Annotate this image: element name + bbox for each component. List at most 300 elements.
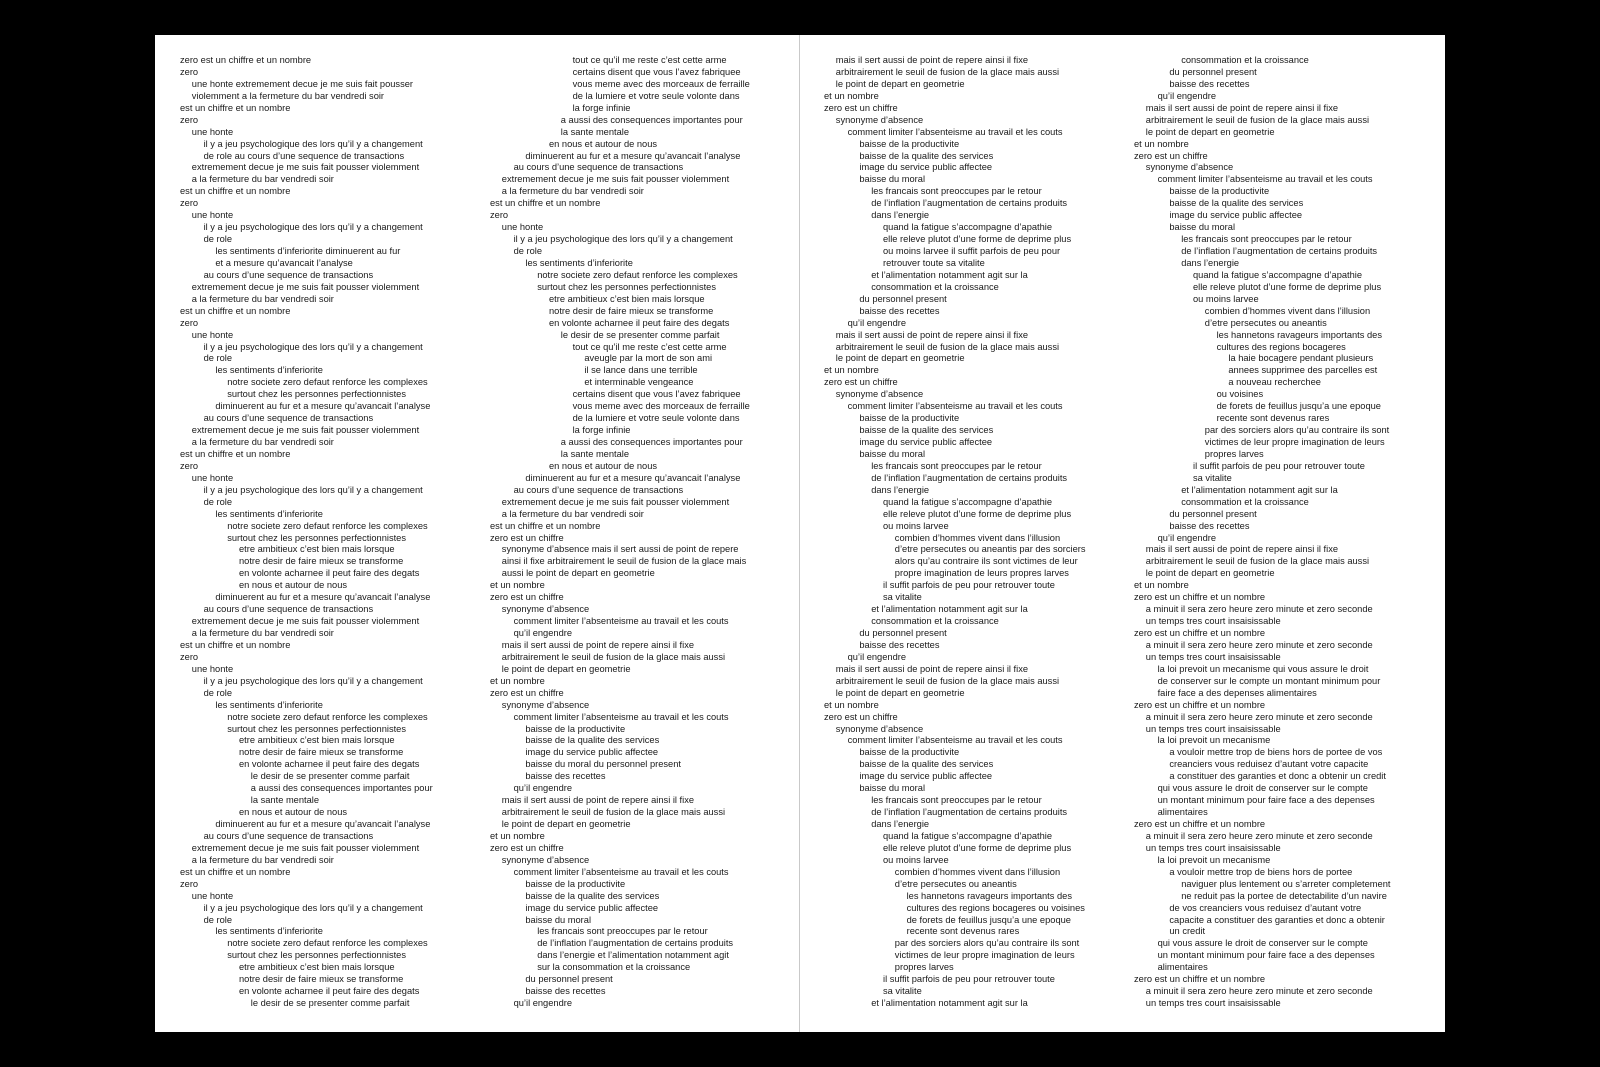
poem-line: il y a jeu psychologique des lors qu’il y a changement <box>203 675 423 686</box>
poem-line: comment limiter l’absenteisme au travail et les couts <box>847 401 1063 412</box>
poem-line: recente sont devenus rares <box>906 926 1020 937</box>
poem-line: baisse des recettes <box>1169 520 1250 531</box>
poem-line: zero est un chiffre <box>490 842 564 853</box>
poem-line: extremement decue je me suis fait pousser violemment <box>191 842 420 853</box>
poem-line: par des sorciers alors qu’au contraire ils sont <box>894 938 1080 949</box>
poem-line: et un nombre <box>490 580 545 591</box>
poem-line: tout ce qu’il me reste c’est cette arme <box>572 341 727 352</box>
poem-line: baisse des recettes <box>525 986 606 997</box>
poem-line: arbitrairement le seuil de fusion de la glace mais aussi <box>501 807 726 818</box>
poem-line: zero est un chiffre <box>824 711 898 722</box>
poem-line: une honte <box>191 126 234 137</box>
poem-line: elle releve plutot d’une forme de deprime plus <box>1193 281 1382 292</box>
poem-line: du personnel present <box>859 628 947 638</box>
poem-line: les sentiments d’inferiorite <box>215 699 323 710</box>
poem-line: surtout chez les personnes perfectionnistes <box>537 281 716 292</box>
poem-line: diminuerent au fur et a mesure qu’avancait l’analyse <box>215 401 431 412</box>
poem-line: de forets de feuillus jusqu’a une epoque <box>1216 401 1381 412</box>
poem-line: a la fermeture du bar vendredi soir <box>191 854 334 865</box>
poem-line: qui vous assure le droit de conserver sur le compte <box>1157 938 1368 949</box>
poem-line: il y a jeu psychologique des lors qu’il y a changement <box>513 234 733 245</box>
poem-line: au cours d’une sequence de transactions <box>203 269 374 280</box>
poem-line: notre societe zero defaut renforce les complexes <box>227 520 428 531</box>
poem-line: a vouloir mettre trop de biens hors de portee <box>1169 866 1353 877</box>
poem-line: retrouver toute sa vitalite <box>883 257 985 268</box>
poem-line: les francais sont preoccupes par le retour <box>871 186 1042 197</box>
poem-line: en nous et autour de nous <box>549 138 658 149</box>
poem-line: est un chiffre et un nombre <box>180 186 291 197</box>
poem-line: en volonte acharnee il peut faire des degats <box>239 759 420 770</box>
poem-line: il suffit parfois de peu pour retrouver toute <box>883 974 1055 985</box>
poem-line: une honte extremement decue je me suis fait pousser <box>191 78 413 89</box>
poem-line: a minuit il sera zero heure zero minute et zero seconde <box>1145 711 1373 722</box>
poem-line: il y a jeu psychologique des lors qu’il y a changement <box>203 341 423 352</box>
poem-line: la loi prevoit un mecanisme <box>1157 854 1271 865</box>
poem-line: le point de depart en geometrie <box>501 819 631 829</box>
poem-line: image du service public affectee <box>859 437 993 447</box>
poem-line: les hannetons ravageurs importants des <box>1216 329 1382 340</box>
poem-line: arbitrairement le seuil de fusion de la glace mais aussi <box>835 341 1060 352</box>
poem-line: ou voisines <box>1216 389 1264 400</box>
poem-line: a la fermeture du bar vendredi soir <box>191 293 334 304</box>
poem-line: en nous et autour de nous <box>239 807 348 818</box>
poem-line: zero est un chiffre et un nombre <box>1134 699 1266 710</box>
poem-line: vous meme avec des morceaux de ferraille <box>572 401 750 412</box>
poem-line: de role <box>203 234 233 245</box>
poem-line: est un chiffre et un nombre <box>490 198 601 209</box>
poem-line: propres larves <box>1204 448 1264 459</box>
poem-line: baisse de la qualite des services <box>525 735 660 746</box>
poem-line: a aussi des consequences importantes pour <box>560 437 743 447</box>
poem-line: les hannetons ravageurs importants des <box>906 890 1072 901</box>
poem-line: sur la consommation et la croissance <box>537 962 691 973</box>
poem-line: notre societe zero defaut renforce les complexes <box>537 269 738 280</box>
poem-line: image du service public affectee <box>1169 210 1303 221</box>
poem-line: est un chiffre et un nombre <box>180 866 291 877</box>
poem-line: zero est un chiffre et un nombre <box>180 55 312 65</box>
poem-line: arbitrairement le seuil de fusion de la glace mais aussi <box>1145 556 1370 567</box>
poem-line: baisse du moral <box>859 174 926 185</box>
poem-line: et l’alimentation notamment agit sur la <box>1181 484 1338 495</box>
poem-line: synonyme d’absence <box>501 699 590 710</box>
poem-line: consommation et la croissance <box>1181 496 1309 507</box>
poem-line: extremement decue je me suis fait pousser violemment <box>191 281 420 292</box>
poem-line: et un nombre <box>1134 138 1189 149</box>
poem-line: a constituer des garanties et donc a obtenir un credit <box>1169 771 1386 782</box>
poem-line: surtout chez les personnes perfectionnistes <box>227 723 406 734</box>
poem-line: dans l’energie <box>871 210 930 221</box>
poem-line: combien d’hommes vivent dans l’illusion <box>894 866 1061 877</box>
poem-line: extremement decue je me suis fait pousser violemment <box>191 425 420 436</box>
poem-line: la sante mentale <box>560 448 630 459</box>
poem-line: de role au cours d’une sequence de transactions <box>203 150 405 161</box>
poem-line: et un nombre <box>1134 580 1189 591</box>
poem-line: zero <box>180 460 199 471</box>
poem-line: quand la fatigue s’accompagne d’apathie <box>883 830 1053 841</box>
poem-line: etre ambitieux c’est bien mais lorsque <box>549 293 705 304</box>
poem-line: notre desir de faire mieux se transforme <box>549 305 714 316</box>
poem-line: il y a jeu psychologique des lors qu’il y a changement <box>203 222 423 233</box>
poem-line: diminuerent au fur et a mesure qu’avancait l’analyse <box>525 472 741 483</box>
poem-line: mais il sert aussi de point de repere ainsi il fixe <box>1145 544 1339 555</box>
right-page-column-1 <box>824 55 1124 1010</box>
poem-line: arbitrairement le seuil de fusion de la glace mais aussi <box>835 675 1060 686</box>
poem-line: quand la fatigue s’accompagne d’apathie <box>883 496 1053 507</box>
poem-line: un montant minimum pour faire face a des depenses <box>1157 950 1375 961</box>
poem-line: quand la fatigue s’accompagne d’apathie <box>1193 269 1363 280</box>
poem-line: et l’alimentation notamment agit sur la <box>871 604 1028 615</box>
poem-line: arbitrairement le seuil de fusion de la glace mais aussi <box>1145 114 1370 125</box>
poem-line: un temps tres court insaisissable <box>1145 842 1281 853</box>
poem-line: de la lumiere et votre seule volonte dans <box>572 90 740 101</box>
poem-line: en nous et autour de nous <box>239 580 348 591</box>
poem-line: comment limiter l’absenteisme au travail et les couts <box>847 735 1063 746</box>
poem-line: diminuerent au fur et a mesure qu’avancait l’analyse <box>215 819 431 829</box>
poem-line: ne reduit pas la portee de detectabilite d’un navire <box>1181 890 1387 901</box>
poem-line: zero est un chiffre <box>490 687 564 698</box>
poem-line: a la fermeture du bar vendredi soir <box>191 628 334 638</box>
poem-line: une honte <box>191 472 234 483</box>
poem-line: cultures des regions bocageres <box>1216 341 1346 352</box>
poem-line: il suffit parfois de peu pour retrouver toute <box>1193 460 1365 471</box>
poem-line: baisse des recettes <box>859 305 940 316</box>
poem-line: comment limiter l’absenteisme au travail et les couts <box>1157 174 1373 185</box>
poem-line: zero <box>180 114 199 125</box>
poem-line: zero <box>490 210 509 221</box>
poem-line: de conserver sur le compte un montant minimum pour <box>1157 675 1381 686</box>
poem-line: les francais sont preoccupes par le retour <box>871 460 1042 471</box>
poem-line: qu’il engendre <box>513 628 573 638</box>
poem-line: baisse des recettes <box>525 771 606 782</box>
poem-line: la sante mentale <box>560 126 630 137</box>
poem-line: diminuerent au fur et a mesure qu’avancait l’analyse <box>215 592 431 603</box>
poem-line: du personnel present <box>859 293 947 304</box>
poem-line: zero est un chiffre et un nombre <box>1134 592 1266 603</box>
poem-line: a aussi des consequences importantes pour <box>250 783 433 794</box>
poem-line: a la fermeture du bar vendredi soir <box>191 437 334 447</box>
poem-line: baisse de la qualite des services <box>1169 198 1304 209</box>
poem-line: un temps tres court insaisissable <box>1145 998 1281 1009</box>
poem-line: au cours d’une sequence de transactions <box>513 162 684 173</box>
poem-line: baisse des recettes <box>1169 78 1250 89</box>
poem-line: la loi prevoit un mecanisme qui vous assure le droit <box>1157 663 1369 674</box>
poem-line: notre desir de faire mieux se transforme <box>239 974 404 985</box>
poem-line: baisse de la qualite des services <box>859 759 994 770</box>
poem-line: zero est un chiffre et un nombre <box>1134 974 1266 985</box>
poem-line: il y a jeu psychologique des lors qu’il y a changement <box>203 902 423 913</box>
poem-line: combien d’hommes vivent dans l’illusion <box>894 532 1061 543</box>
poem-line: zero est un chiffre <box>824 377 898 388</box>
poem-line: et l’alimentation notamment agit sur la <box>871 998 1028 1009</box>
poem-line: diminuerent au fur et a mesure qu’avancait l’analyse <box>525 150 741 161</box>
poem-line: synonyme d’absence <box>1145 162 1234 173</box>
poem-line: qu’il engendre <box>847 651 907 662</box>
poem-line: un temps tres court insaisissable <box>1145 616 1281 627</box>
poem-line: ou moins larvee <box>1193 293 1259 304</box>
poem-line: a vouloir mettre trop de biens hors de portee de vos <box>1169 747 1383 758</box>
poem-line: les francais sont preoccupes par le retour <box>871 795 1042 806</box>
poem-line: image du service public affectee <box>859 771 993 782</box>
poem-line: en volonte acharnee il peut faire des degats <box>239 986 420 997</box>
poem-line: arbitrairement le seuil de fusion de la glace mais aussi <box>835 66 1060 77</box>
poem-line: baisse de la qualite des services <box>859 150 994 161</box>
poem-line: creanciers vous reduisez d’autant votre capacite <box>1169 759 1369 770</box>
poem-line: propre imagination de leurs propres larves <box>894 568 1069 579</box>
poem-line: ou moins larvee <box>883 854 949 865</box>
poem-line: propres larves <box>894 962 954 973</box>
poem-line: etre ambitieux c’est bien mais lorsque <box>239 735 395 746</box>
poem-line: du personnel present <box>1169 66 1257 77</box>
poem-line: du personnel present <box>525 974 613 985</box>
poem-line: et interminable vengeance <box>584 377 694 388</box>
poem-line: de la lumiere et votre seule volonte dans <box>572 413 740 424</box>
poem-line: elle releve plutot d’une forme de deprime plus <box>883 234 1072 245</box>
poem-line: la forge infinie <box>572 102 631 113</box>
poem-line: baisse du moral <box>525 914 592 925</box>
poem-line: les francais sont preoccupes par le retour <box>537 926 708 937</box>
poem-line: zero <box>180 317 199 328</box>
poem-line: sa vitalite <box>1193 472 1232 483</box>
poem-line: les sentiments d’inferiorite <box>215 508 323 519</box>
left-page-column-1 <box>180 55 480 1010</box>
poem-line: mais il sert aussi de point de repere ainsi il fixe <box>501 639 695 650</box>
poem-line: zero <box>180 878 199 889</box>
poem-line: du personnel present <box>1169 508 1257 519</box>
poem-line: extremement decue je me suis fait pousser violemment <box>191 162 420 173</box>
poem-line: de l’inflation l’augmentation de certains produits <box>537 938 734 949</box>
poem-line: ou moins larvee <box>883 520 949 531</box>
poem-line: mais il sert aussi de point de repere ainsi il fixe <box>501 795 695 806</box>
poem-line: un montant minimum pour faire face a des depenses <box>1157 795 1375 806</box>
poem-line: surtout chez les personnes perfectionnistes <box>227 950 406 961</box>
poem-line: alimentaires <box>1157 807 1208 818</box>
poem-line: les sentiments d’inferiorite <box>215 926 323 937</box>
poem-line: une honte <box>191 890 234 901</box>
poem-line: violemment a la fermeture du bar vendredi soir <box>191 90 385 101</box>
poem-line: arbitrairement le seuil de fusion de la glace mais aussi <box>501 651 726 662</box>
poem-line: synonyme d’absence <box>835 723 924 734</box>
poem-line: par des sorciers alors qu’au contraire ils sont <box>1204 425 1390 436</box>
poem-line: zero est un chiffre <box>824 102 898 113</box>
poem-line: aveugle par la mort de son ami <box>584 353 713 364</box>
poem-line: un temps tres court insaisissable <box>1145 651 1281 662</box>
poem-line: une honte <box>191 210 234 221</box>
poem-line: synonyme d’absence mais il sert aussi de point de repere <box>501 544 739 555</box>
poem-line: est un chiffre et un nombre <box>490 520 601 531</box>
poem-line: a minuit il sera zero heure zero minute et zero seconde <box>1145 639 1373 650</box>
poem-line: est un chiffre et un nombre <box>180 305 291 316</box>
poem-line: le point de depart en geometrie <box>1145 568 1275 579</box>
poem-line: annees supprimee des parcelles est <box>1228 365 1378 376</box>
poem-line: le point de depart en geometrie <box>501 663 631 674</box>
poem-line: de l’inflation l’augmentation de certains produits <box>871 807 1068 818</box>
poem-line: de forets de feuillus jusqu’a une epoque <box>906 914 1071 925</box>
poem-line: baisse de la productivite <box>859 413 960 424</box>
poem-line: le desir de se presenter comme parfait <box>250 771 410 782</box>
poem-line: une honte <box>191 329 234 340</box>
poem-line: vous meme avec des morceaux de ferraille <box>572 78 750 89</box>
poem-line: image du service public affectee <box>525 747 659 758</box>
poem-line: les sentiments d’inferiorite <box>525 257 633 268</box>
poem-line: ainsi il fixe arbitrairement le seuil de fusion de la glace mais <box>501 556 747 567</box>
poem-line: au cours d’une sequence de transactions <box>203 830 374 841</box>
poem-line: notre desir de faire mieux se transforme <box>239 556 404 567</box>
poem-line: qui vous assure le droit de conserver sur le compte <box>1157 783 1368 794</box>
poem-line: a nouveau recherchee <box>1228 377 1321 388</box>
poem-line: les francais sont preoccupes par le retour <box>1181 234 1352 245</box>
poem-line: dans l’energie et l’alimentation notamment agit <box>537 950 729 961</box>
poem-line: synonyme d’absence <box>835 389 924 400</box>
poem-line: dans l’energie <box>871 484 930 495</box>
poem-line: naviguer plus lentement ou s’arreter completement <box>1181 878 1391 889</box>
poem-line: zero est un chiffre <box>490 592 564 603</box>
poem-line: mais il sert aussi de point de repere ainsi il fixe <box>835 55 1029 65</box>
poem-line: sa vitalite <box>883 986 922 997</box>
poem-line: synonyme d’absence <box>501 604 590 615</box>
poem-line: baisse de la qualite des services <box>525 890 660 901</box>
poem-line: a minuit il sera zero heure zero minute et zero seconde <box>1145 986 1373 997</box>
poem-line: et l’alimentation notamment agit sur la <box>871 269 1028 280</box>
poem-line: a minuit il sera zero heure zero minute et zero seconde <box>1145 830 1373 841</box>
poem-line: en nous et autour de nous <box>549 460 658 471</box>
poem-line: dans l’energie <box>871 819 930 829</box>
poem-line: de l’inflation l’augmentation de certains produits <box>871 472 1068 483</box>
poem-line: il y a jeu psychologique des lors qu’il y a changement <box>203 138 423 149</box>
poem-line: comment limiter l’absenteisme au travail et les couts <box>513 616 729 627</box>
poem-line: baisse de la productivite <box>859 138 960 149</box>
poem-line: victimes de leur propre imagination de leurs <box>1204 437 1385 447</box>
poem-line: qu’il engendre <box>1157 532 1217 543</box>
right-page-column-2 <box>1134 55 1434 1010</box>
poem-line: il suffit parfois de peu pour retrouver toute <box>883 580 1055 591</box>
poem-line: le point de depart en geometrie <box>835 687 965 698</box>
poem-line: comment limiter l’absenteisme au travail et les couts <box>847 126 1063 137</box>
poem-line: extremement decue je me suis fait pousser violemment <box>501 496 730 507</box>
poem-line: extremement decue je me suis fait pousser violemment <box>191 616 420 627</box>
poem-line: de role <box>203 687 233 698</box>
page-gutter-divider <box>799 35 800 1032</box>
poem-line: surtout chez les personnes perfectionnistes <box>227 389 406 400</box>
poem-line: est un chiffre et un nombre <box>180 448 291 459</box>
poem-line: a minuit il sera zero heure zero minute et zero seconde <box>1145 604 1373 615</box>
poem-line: la sante mentale <box>250 795 320 806</box>
poem-line: de l’inflation l’augmentation de certains produits <box>1181 246 1378 256</box>
poem-line: zero est un chiffre <box>490 532 564 543</box>
poem-line: et un nombre <box>490 830 545 841</box>
poem-line: alors qu’au contraire ils sont victimes de leur <box>894 556 1078 567</box>
poem-line: certains disent que vous l’avez fabriquee <box>572 389 741 400</box>
poem-line: en volonte acharnee il peut faire des degats <box>549 317 730 328</box>
poem-line: de role <box>203 353 233 364</box>
poem-line: cultures des regions bocageres ou voisines <box>906 902 1085 913</box>
poem-line: il se lance dans une terrible <box>584 365 698 376</box>
poem-line: notre societe zero defaut renforce les complexes <box>227 938 428 949</box>
poem-line: d’etre persecutes ou aneantis par des sorciers <box>894 544 1086 555</box>
poem-line: a aussi des consequences importantes pour <box>560 114 743 125</box>
poem-line: a la fermeture du bar vendredi soir <box>501 186 644 197</box>
poem-line: alimentaires <box>1157 962 1208 973</box>
poem-line: d’etre persecutes ou aneantis <box>894 878 1017 889</box>
poem-line: sa vitalite <box>883 592 922 603</box>
poem-line: un credit <box>1169 926 1206 937</box>
poem-line: synonyme d’absence <box>501 854 590 865</box>
poem-line: zero <box>180 198 199 209</box>
poem-line: zero est un chiffre <box>1134 150 1208 161</box>
poem-line: surtout chez les personnes perfectionnistes <box>227 532 406 543</box>
poem-line: baisse de la productivite <box>525 878 626 889</box>
poem-line: quand la fatigue s’accompagne d’apathie <box>883 222 1053 233</box>
poem-line: victimes de leur propre imagination de leurs <box>894 950 1075 961</box>
poem-line: a la fermeture du bar vendredi soir <box>501 508 644 519</box>
poem-line: elle releve plutot d’une forme de deprime plus <box>883 842 1072 853</box>
poem-line: elle releve plutot d’une forme de deprime plus <box>883 508 1072 519</box>
poem-line: faire face a des depenses alimentaires <box>1157 687 1317 698</box>
poem-line: qu’il engendre <box>513 998 573 1009</box>
poem-line: est un chiffre et un nombre <box>180 639 291 650</box>
poem-line: et un nombre <box>490 675 545 686</box>
poem-line: le desir de se presenter comme parfait <box>560 329 720 340</box>
poem-line: image du service public affectee <box>859 162 993 173</box>
poem-line: etre ambitieux c’est bien mais lorsque <box>239 962 395 973</box>
poem-line: capacite a constituer des garanties et donc a obtenir <box>1169 914 1385 925</box>
poem-line: une honte <box>501 222 544 233</box>
poem-line: baisse du moral <box>859 448 926 459</box>
poem-line: mais il sert aussi de point de repere ainsi il fixe <box>1145 102 1339 113</box>
poem-line: au cours d’une sequence de transactions <box>203 413 374 424</box>
poem-line: zero <box>180 66 199 77</box>
poem-line: zero est un chiffre et un nombre <box>1134 819 1266 829</box>
poem-line: qu’il engendre <box>1157 90 1217 101</box>
poem-line: une honte <box>191 663 234 674</box>
poem-line: qu’il engendre <box>513 783 573 794</box>
poem-line: baisse du moral du personnel present <box>525 759 681 770</box>
book-spread <box>155 35 1445 1032</box>
poem-line: le desir de se presenter comme parfait <box>250 998 410 1009</box>
poem-line: aussi le point de depart en geometrie <box>501 568 655 579</box>
poem-line: et a mesure qu’avancait l’analyse <box>215 257 353 268</box>
poem-line: baisse du moral <box>859 783 926 794</box>
poem-line: baisse de la productivite <box>859 747 960 758</box>
poem-line: d’etre persecutes ou aneantis <box>1204 317 1327 328</box>
poem-line: extremement decue je me suis fait pousser violemment <box>501 174 730 185</box>
poem-line: consommation et la croissance <box>871 616 999 627</box>
poem-line: mais il sert aussi de point de repere ainsi il fixe <box>835 329 1029 340</box>
poem-line: comment limiter l’absenteisme au travail et les couts <box>513 711 729 722</box>
poem-line: ou moins larvee il suffit parfois de peu pour <box>883 246 1061 256</box>
poem-line: le point de depart en geometrie <box>835 78 965 89</box>
poem-line: de role <box>203 914 233 925</box>
poem-line: combien d’hommes vivent dans l’illusion <box>1204 305 1371 316</box>
poem-line: baisse des recettes <box>859 639 940 650</box>
poem-line: dans l’energie <box>1181 257 1240 268</box>
poem-line: baisse de la qualite des services <box>859 425 994 436</box>
poem-line: les sentiments d’inferiorite diminuerent au fur <box>215 246 401 256</box>
poem-line: le point de depart en geometrie <box>1145 126 1275 137</box>
poem-line: en volonte acharnee il peut faire des degats <box>239 568 420 579</box>
poem-line: notre societe zero defaut renforce les complexes <box>227 711 428 722</box>
poem-line: consommation et la croissance <box>1181 55 1309 65</box>
poem-line: et un nombre <box>824 365 879 376</box>
poem-line: recente sont devenus rares <box>1216 413 1330 424</box>
poem-line: zero est un chiffre et un nombre <box>1134 628 1266 638</box>
poem-line: de l’inflation l’augmentation de certains produits <box>871 198 1068 209</box>
poem-line: le point de depart en geometrie <box>835 353 965 364</box>
poem-line: mais il sert aussi de point de repere ainsi il fixe <box>835 663 1029 674</box>
poem-line: baisse de la productivite <box>525 723 626 734</box>
poem-line: certains disent que vous l’avez fabriquee <box>572 66 741 77</box>
poem-line: baisse de la productivite <box>1169 186 1270 197</box>
poem-line: les sentiments d’inferiorite <box>215 365 323 376</box>
